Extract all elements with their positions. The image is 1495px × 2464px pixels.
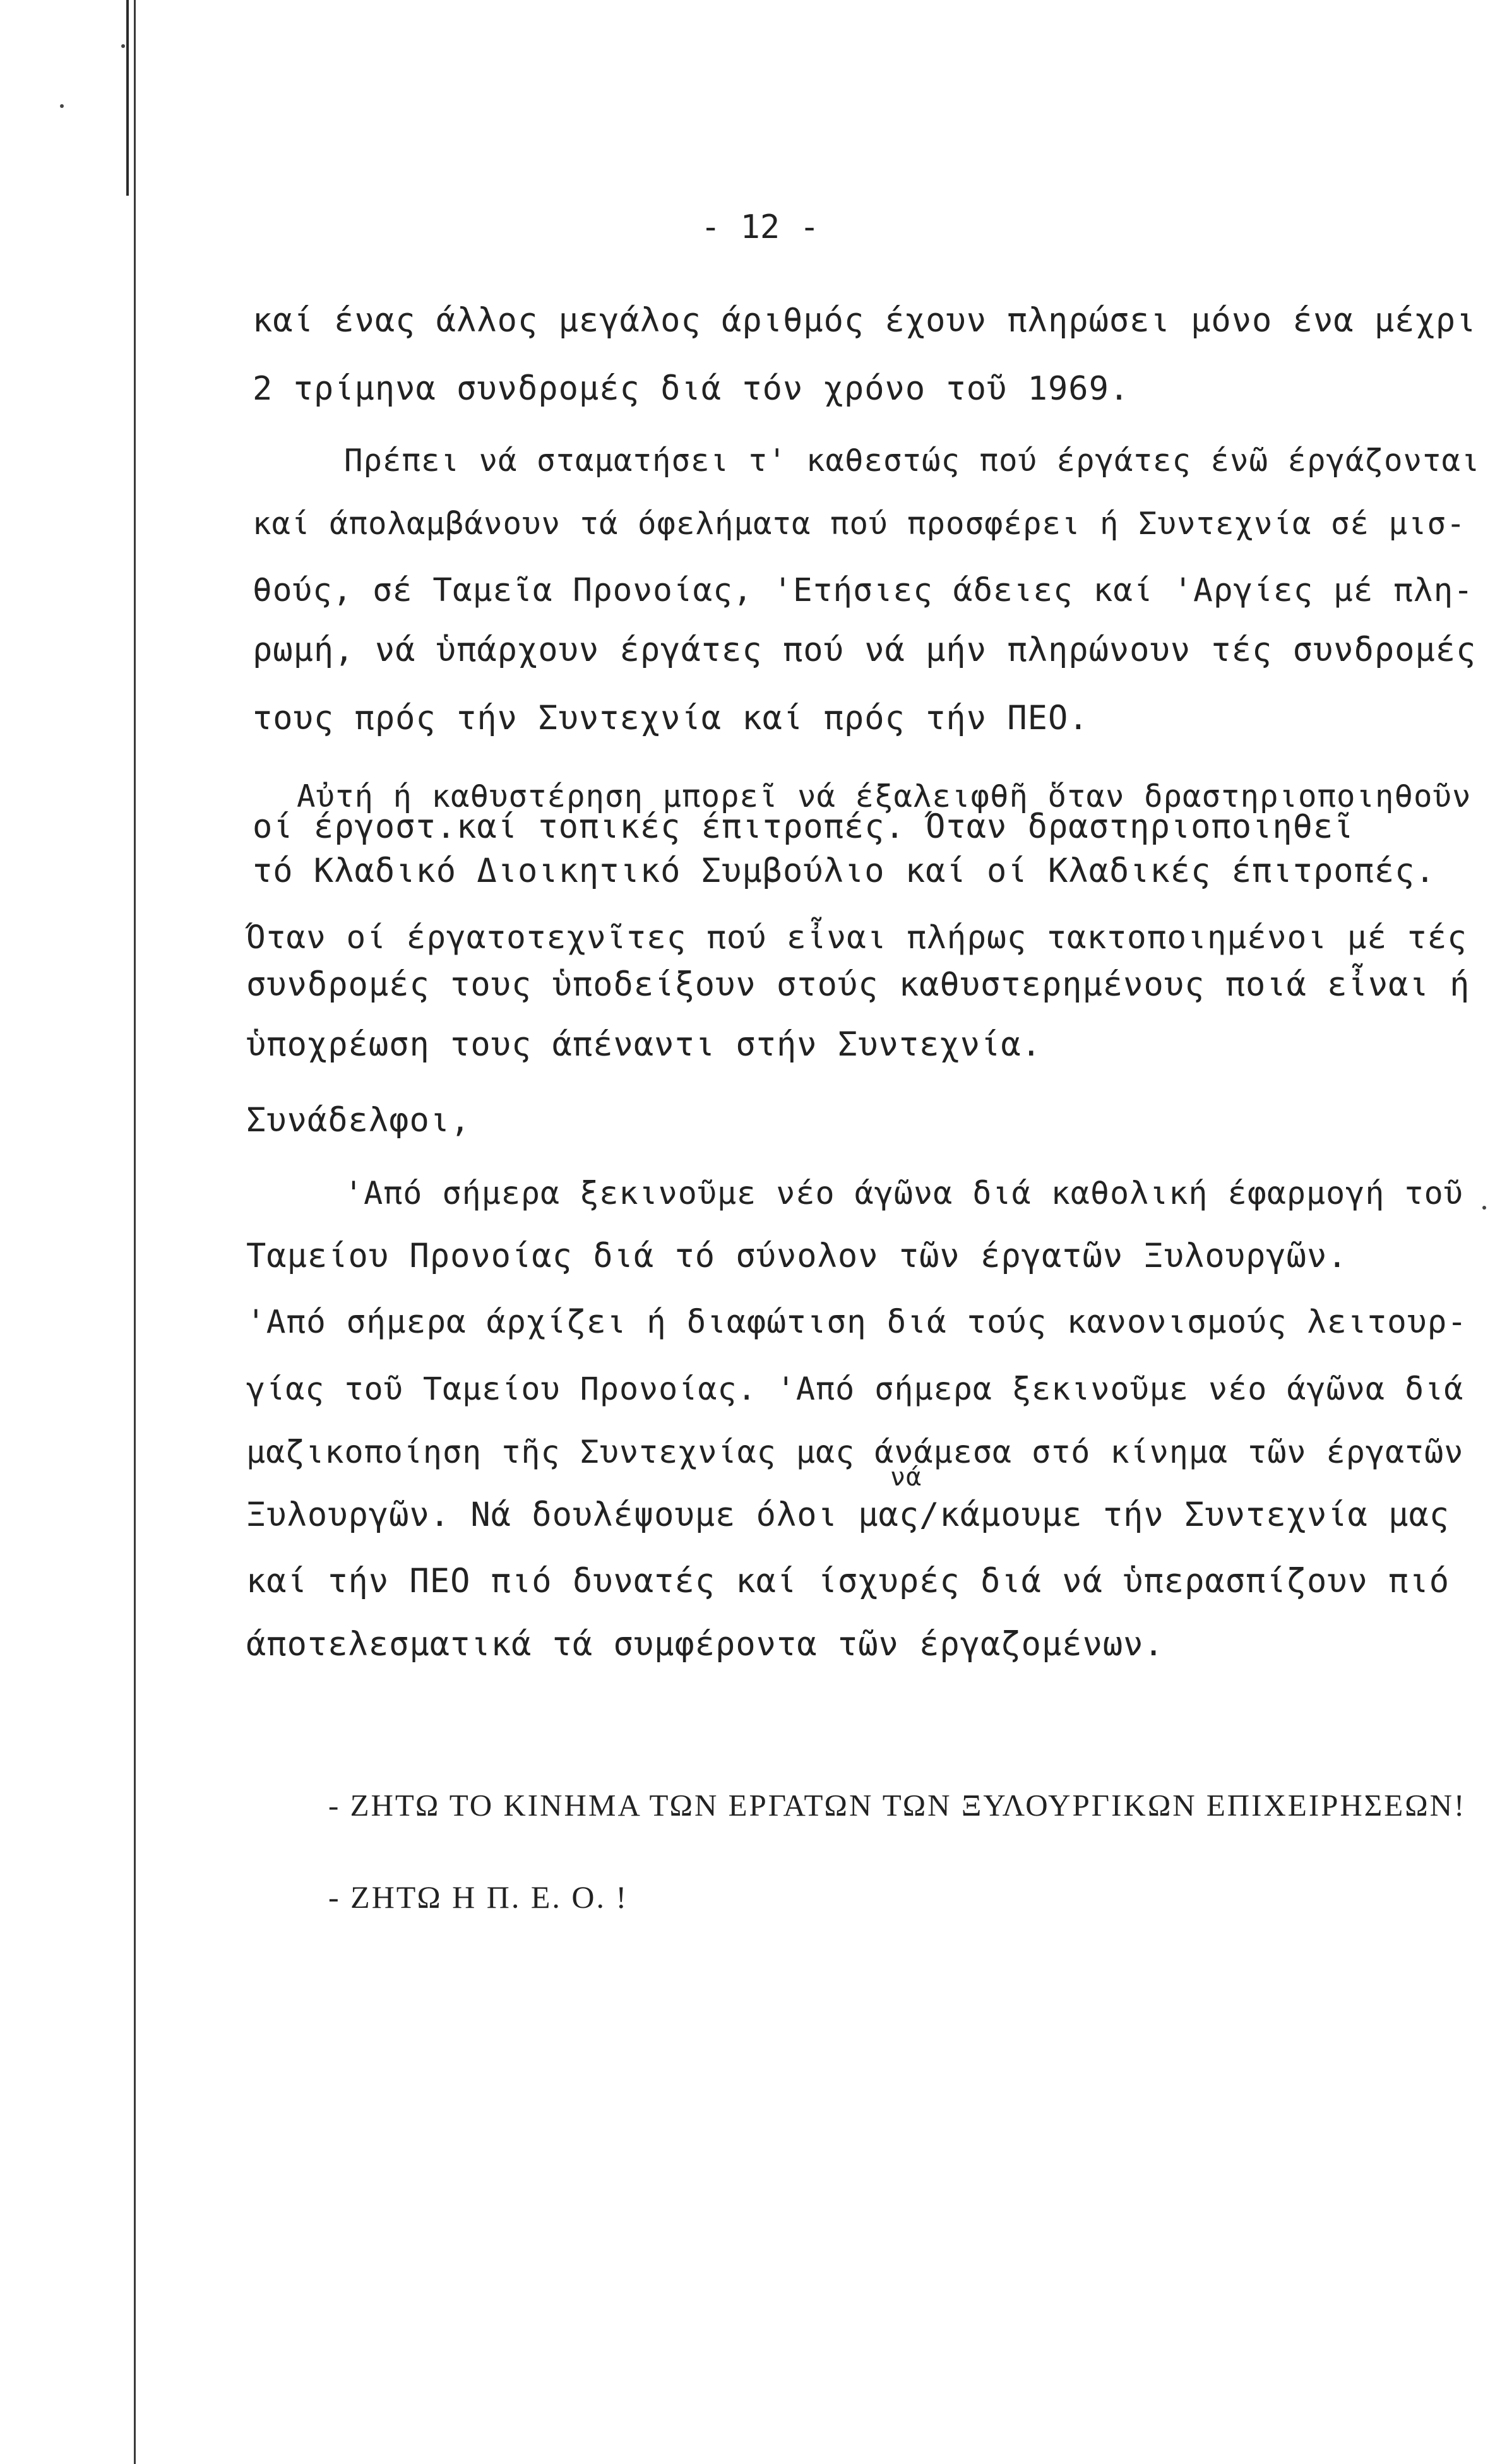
body-line: συνδρομές τους ὑποδείξουν στούς καθυστερημένους ποιά εἶναι ή — [246, 966, 1470, 1004]
body-line: άποτελεσματικά τά συμφέροντα τῶν έργαζομένων. — [246, 1626, 1164, 1663]
body-line: θούς, σέ Ταμεῖα Προνοίας, 'Ετήσιες άδειες καί 'Αργίες μέ πλη- — [253, 572, 1474, 609]
body-line: 2 τρίμηνα συνδρομές διά τόν χρόνο τοῦ 1969. — [253, 370, 1130, 408]
body-line: τους πρός τήν Συντεχνία καί πρός τήν ΠΕΟ. — [253, 699, 1089, 737]
body-line: γίας τοῦ Ταμείου Προνοίας. 'Από σήμερα ξεκινοῦμε νέο άγῶνα διά — [246, 1371, 1464, 1407]
margin-line-top — [126, 0, 129, 196]
body-line: μαζικοποίηση τῆς Συντεχνίας μας άνάμεσα στό κίνημα τῶν έργατῶν — [246, 1434, 1464, 1470]
body-line: Ξυλουργῶν. Νά δουλέψουμε όλοι μας/κάμουμε τήν Συντεχνία μας — [246, 1496, 1450, 1534]
body-line: ρωμή, νά ὑπάρχουν έργάτες πού νά μήν πληρώνουν τές συνδρομές — [253, 631, 1477, 669]
speck-mark — [1482, 1206, 1486, 1210]
margin-line — [134, 0, 136, 2464]
body-line: 'Από σήμερα ξεκινοῦμε νέο άγῶνα διά καθολική έφαρμογή τοῦ — [344, 1175, 1463, 1211]
body-line: Όταν οί έργατοτεχνῖτες πού εἶναι πλήρως τακτοποιημένοι μέ τές — [246, 919, 1467, 956]
body-line: καί άπολαμβάνουν τά όφελήματα πού προσφέρει ή Συντεχνία σέ μισ- — [253, 506, 1466, 542]
salutation: Συνάδελφοι, — [246, 1102, 471, 1140]
speck-mark — [121, 44, 125, 48]
slogan-line: - ΖΗΤΩ ΤΟ ΚΙΝΗΜΑ ΤΩΝ ΕΡΓΑΤΩΝ ΤΩΝ ΞΥΛΟΥΡΓΙΚΩΝ ΕΠΙΧΕΙΡΗΣΕΩΝ! — [328, 1788, 1467, 1823]
body-line: Ταμείου Προνοίας διά τό σύνολον τῶν έργατῶν Ξυλουργῶν. — [246, 1237, 1348, 1275]
speck-mark — [60, 104, 64, 108]
body-line: καί τήν ΠΕΟ πιό δυνατές καί ίσχυρές διά νά ὑπερασπίζουν πιό — [246, 1562, 1450, 1600]
interlinear-insertion: νά — [890, 1463, 922, 1492]
body-line: ὑποχρέωση τους άπέναντι στήν Συντεχνία. — [246, 1026, 1042, 1064]
body-line: οί έργοστ.καί τοπικές έπιτροπές. Όταν δραστηριοποιηθεῖ — [253, 808, 1354, 846]
body-line: Πρέπει νά σταματήσει τ' καθεστώς πού έργάτες ένῶ έργάζονται — [344, 443, 1480, 479]
body-line: Αὐτή ή καθυστέρηση μπορεῖ νά έξαλειφθῆ ὅταν δραστηριοποιηθοῦν — [297, 778, 1472, 814]
body-line: τό Κλαδικό Διοικητικό Συμβούλιο καί οί Κλαδικές έπιτροπές. — [253, 852, 1436, 890]
page-number: - 12 - — [701, 208, 819, 246]
body-line: καί ένας άλλος μεγάλος άριθμός έχουν πληρώσει μόνο ένα μέχρι — [253, 302, 1477, 340]
slogan-line: - ΖΗΤΩ Η Π. Ε. Ο. ! — [328, 1879, 629, 1915]
body-line: 'Από σήμερα άρχίζει ή διαφώτιση διά τούς κανονισμούς λειτουρ- — [246, 1304, 1467, 1341]
